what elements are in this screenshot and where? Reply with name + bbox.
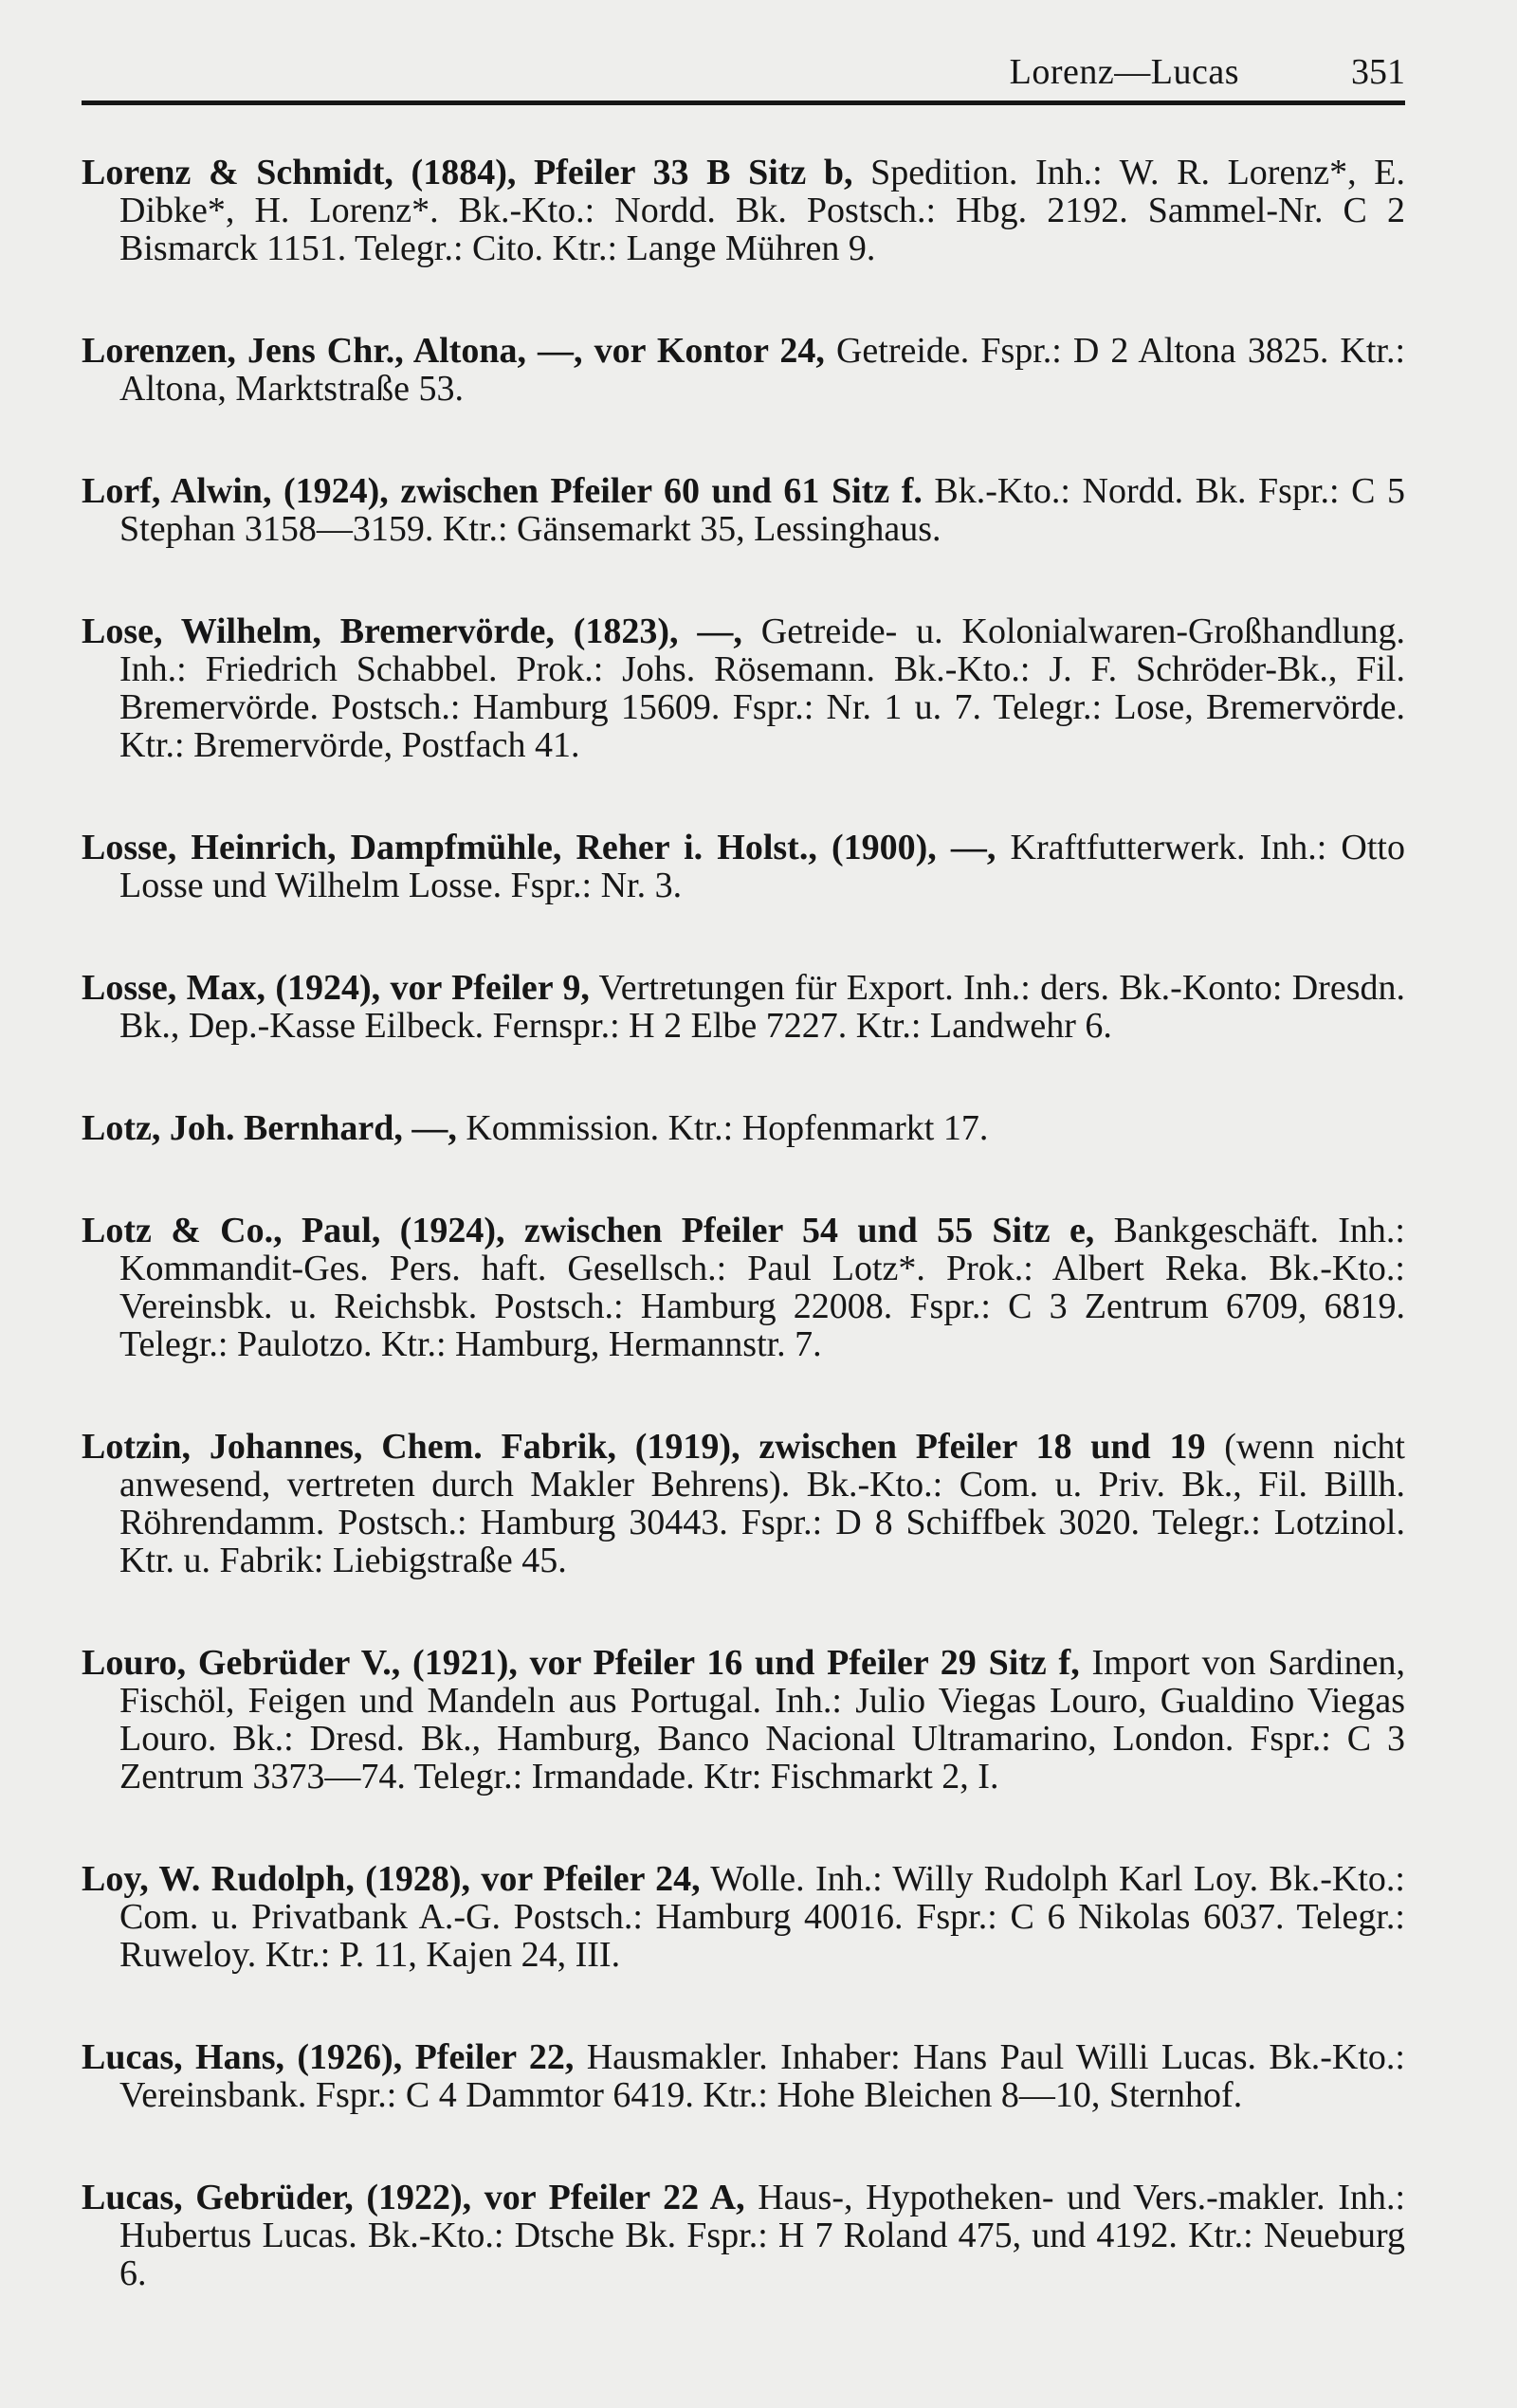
entry-text: Getreide- u. Kolonialwaren-Großhandlung. Inh.: Friedrich Schabbel. Prok.: Johs. Rösemann. Bk.-Kto.: J. F. Schröder-Bk., Fil. Bremervörde. Postsch.: Hamburg 15609. Fspr.: Nr. 1 u. 7. Telegr.: Lose, Bremervörde. Ktr.: Bremervörde, Postfach 41. — [119, 611, 1405, 765]
entry-name: Lotz & Co., Paul, (1924), zwischen Pfeiler 54 und 55 Sitz e, — [82, 1211, 1095, 1250]
running-head: Lorenz—Lucas — [1009, 52, 1239, 92]
entry-text: Wolle. Inh.: Willy Rudolph Karl Loy. Bk.-Kto.: Com. u. Privatbank A.-G. Postsch.: Hamburg 40016. Fspr.: C 6 Nikolas 6037. Telegr.: Ruweloy. Ktr.: P. 11, Kajen 24, III. — [119, 1859, 1405, 1975]
directory-entry — [82, 829, 1405, 904]
directory-entry — [82, 332, 1405, 408]
entry-text: Import von Sardinen, Fischöl, Feigen und Mandeln aus Portugal. Inh.: Julio Viegas Louro, Gualdino Viegas Louro. Bk.: Dresd. Bk., Hamburg, Banco Nacional Ultramarino, London. Fspr.: C 3 Zentrum 3373—74. Telegr.: Irmandade. Ktr: Fischmarkt 2, I. — [119, 1643, 1405, 1797]
entry-name: Losse, Heinrich, Dampfmühle, Reher i. Holst., (1900), —, — [82, 828, 996, 867]
directory-entry — [82, 2038, 1405, 2114]
directory-entry — [82, 2179, 1405, 2292]
entry-text: Kraftfutterwerk. Inh.: Otto Losse und Wilhelm Losse. Fspr.: Nr. 3. — [119, 828, 1405, 905]
page-header — [82, 46, 1405, 102]
directory-entry — [82, 969, 1405, 1045]
directory-entry — [82, 1212, 1405, 1363]
entry-text: Bankgeschäft. Inh.: Kommandit-Ges. Pers. haft. Gesellsch.: Paul Lotz*. Prok.: Albert Reka. Bk.-Kto.: Vereinsbk. u. Reichsbk. Postsch.: Hamburg 22008. Fspr.: C 3 Zentrum 6709, 6819. Telegr.: Paulotzo. Ktr.: Hamburg, Hermannstr. 7. — [119, 1211, 1405, 1364]
entry-text: Vertretungen für Export. Inh.: ders. Bk.-Konto: Dresdn. Bk., Dep.-Kasse Eilbeck. Fernspr.: H 2 Elbe 7227. Ktr.: Landwehr 6. — [119, 968, 1405, 1046]
directory-entries — [82, 154, 1405, 2357]
entry-name: Lucas, Gebrüder, (1922), vor Pfeiler 22 A, — [82, 2178, 745, 2217]
entry-name: Losse, Max, (1924), vor Pfeiler 9, — [82, 968, 590, 1008]
entry-name: Lorf, Alwin, (1924), zwischen Pfeiler 60 und 61 Sitz f. — [82, 471, 923, 511]
entry-name: Lose, Wilhelm, Bremervörde, (1823), —, — [82, 611, 742, 651]
entry-name: Lorenzen, Jens Chr., Altona, —, vor Kontor 24, — [82, 331, 825, 371]
directory-entry — [82, 1109, 1405, 1147]
entry-name: Lotz, Joh. Bernhard, —, — [82, 1108, 457, 1148]
entry-text: Hausmakler. Inhaber: Hans Paul Willi Lucas. Bk.-Kto.: Vereinsbank. Fspr.: C 4 Dammtor 6419. Ktr.: Hohe Bleichen 8—10, Sternhof. — [119, 2037, 1405, 2115]
entry-text: (wenn nicht anwesend, vertreten durch Makler Behrens). Bk.-Kto.: Com. u. Priv. Bk., Fil. Billh. Röhrendamm. Postsch.: Hamburg 30443. Fspr.: D 8 Schiffbek 3020. Telegr.: Lotzinol. Ktr. u. Fabrik: Liebigstraße 45. — [119, 1427, 1405, 1580]
directory-entry — [82, 1860, 1405, 1974]
entry-name: Lotzin, Johannes, Chem. Fabrik, (1919), zwischen Pfeiler 18 und 19 — [82, 1427, 1206, 1467]
entry-text: Getreide. Fspr.: D 2 Altona 3825. Ktr.: Altona, Marktstraße 53. — [119, 331, 1406, 409]
page-number: 351 — [1351, 52, 1405, 92]
entry-text: Spedition. Inh.: W. R. Lorenz*, E. Dibke*, H. Lorenz*. Bk.-Kto.: Nordd. Bk. Postsch.: Hbg. 2192. Sammel-Nr. C 2 Bismarck 1151. Telegr.: Cito. Ktr.: Lange Mühren 9. — [119, 153, 1406, 268]
entry-name: Lucas, Hans, (1926), Pfeiler 22, — [82, 2037, 575, 2077]
directory-entry — [82, 1428, 1405, 1579]
directory-entry — [82, 1644, 1405, 1796]
entry-text: Bk.-Kto.: Nordd. Bk. Fspr.: C 5 Stephan 3158—3159. Ktr.: Gänsemarkt 35, Lessinghaus. — [119, 471, 1405, 549]
directory-entry — [82, 612, 1405, 764]
entry-name: Lorenz & Schmidt, (1884), Pfeiler 33 B Sitz b, — [82, 153, 853, 192]
entry-name: Louro, Gebrüder V., (1921), vor Pfeiler 16 und Pfeiler 29 Sitz f, — [82, 1643, 1080, 1683]
entry-text: Haus-, Hypotheken- und Vers.-makler. Inh.: Hubertus Lucas. Bk.-Kto.: Dtsche Bk. Fspr.: H 7 Roland 475, und 4192. Ktr.: Neueburg 6. — [119, 2178, 1406, 2293]
directory-entry — [82, 472, 1405, 548]
directory-entry — [82, 154, 1405, 267]
header-rule — [82, 100, 1405, 105]
entry-text: Kommission. Ktr.: Hopfenmarkt 17. — [456, 1108, 989, 1148]
entry-name: Loy, W. Rudolph, (1928), vor Pfeiler 24, — [82, 1859, 701, 1899]
